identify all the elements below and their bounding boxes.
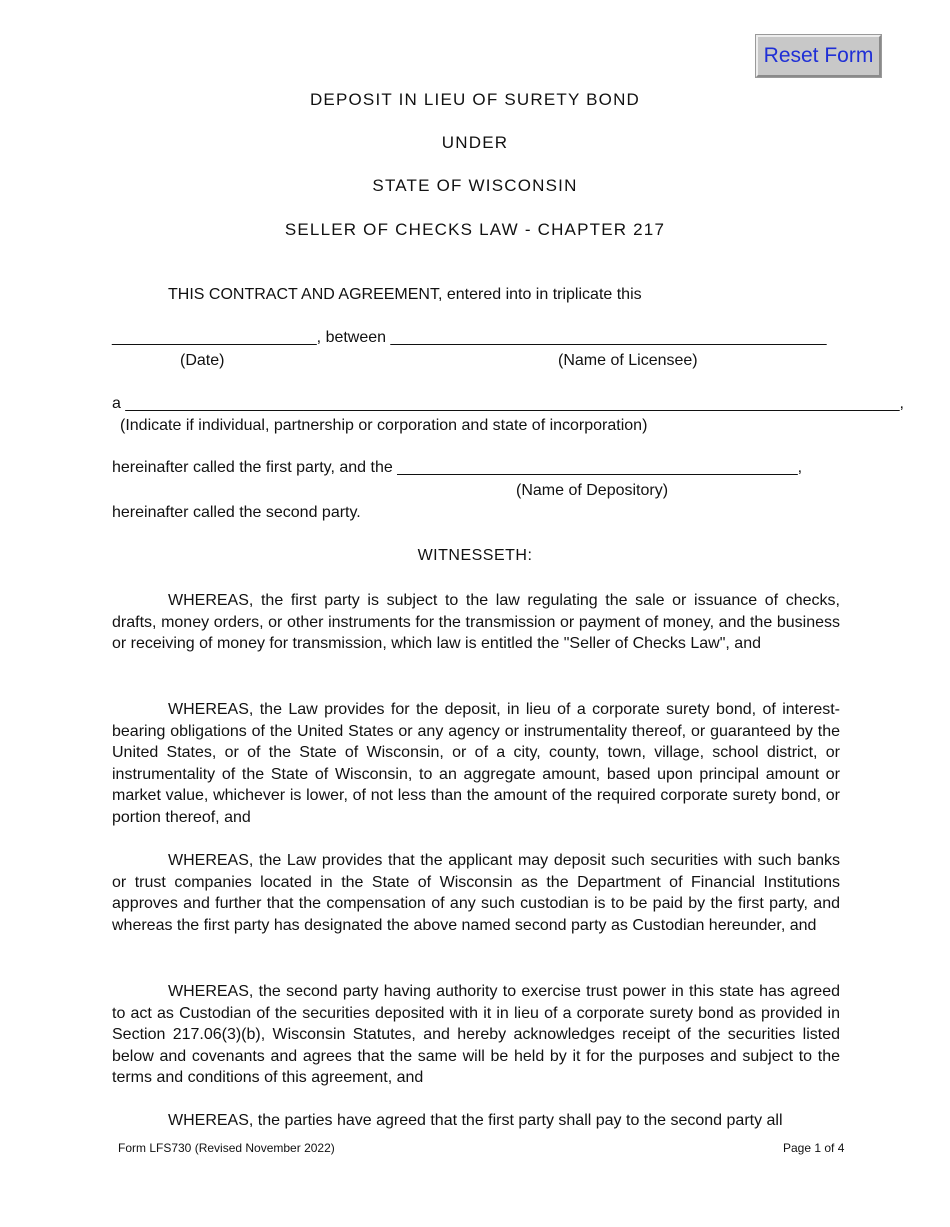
depository-name-field[interactable]: _____________________________________________, — [397, 459, 803, 476]
page-number: Page 1 of 4 — [783, 1141, 845, 1155]
entity-row — [112, 395, 904, 413]
date-caption: (Date) — [180, 352, 225, 369]
doc-subtitle-state: STATE OF WISCONSIN — [372, 176, 578, 195]
a-text: a — [112, 395, 121, 412]
form-id: Form LFS730 (Revised November 2022) — [118, 1141, 335, 1155]
licensee-name-field[interactable]: _________________________________________________ — [390, 329, 827, 346]
depository-caption: (Name of Depository) — [516, 482, 669, 499]
witnesseth-heading: WITNESSETH: — [417, 547, 533, 564]
entity-type-field[interactable]: _______________________________________________________________________________________, — [125, 395, 904, 412]
whereas-paragraph-2: WHEREAS, the Law provides for the deposit, in lieu of a corporate surety bond, of interest-bearing obligations of the United States or any agency or instrumentality thereof, or guaranteed by the United States, or of the State of Wisconsin, or of a city, county, town, village, school district, or instrumentality of the State of Wisconsin, to an aggregate amount, based upon principal amount or market value, whichever is lower, of not less than the amount of the required corporate surety bond, or portion thereof, and — [112, 701, 840, 826]
doc-title: DEPOSIT IN LIEU OF SURETY BOND — [309, 90, 641, 109]
whereas-paragraph-5: WHEREAS, the parties have agreed that the first party shall pay to the second party all — [168, 1112, 783, 1129]
licensee-caption: (Name of Licensee) — [558, 352, 698, 369]
date-licensee-row — [112, 329, 827, 347]
doc-subtitle-law: SELLER OF CHECKS LAW - CHAPTER 217 — [284, 220, 666, 239]
first-party-text: hereinafter called the first party, and the — [112, 459, 393, 476]
reset-form-button[interactable]: Reset Form — [756, 35, 881, 77]
whereas-paragraph-3: WHEREAS, the Law provides that the applicant may deposit such securities with such banks or trust companies located in the State of Wisconsin as the Department of Financial Institutions approves and further that the compensation of any such custodian is to be paid by the first party, and whereas the first party has designated the above named second party as Custodian hereunder, and — [112, 852, 840, 934]
date-field[interactable]: _______________________ — [112, 329, 317, 346]
second-party-text: hereinafter called the second party. — [112, 504, 361, 521]
depository-row — [112, 459, 802, 477]
contract-intro: THIS CONTRACT AND AGREEMENT, entered into in triplicate this — [168, 286, 642, 303]
whereas-paragraph-4: WHEREAS, the second party having authority to exercise trust power in this state has agreed to act as Custodian of the securities deposited with it in lieu of a corporate surety bond as provided in Section 217.06(3)(b), Wisconsin Statutes, and hereby acknowledges receipt of the securities listed below and covenants and agrees that the same will be held by it for the purposes and subject to the terms and conditions of this agreement, and — [112, 983, 840, 1086]
between-text: , between — [316, 329, 387, 346]
entity-caption: (Indicate if individual, partnership or corporation and state of incorporation) — [120, 417, 648, 434]
whereas-paragraph-1: WHEREAS, the first party is subject to the law regulating the sale or issuance of checks, drafts, money orders, or other instruments for the transmission or payment of money, and the business or receiving of money for transmission, which law is entitled the "Seller of Checks Law", and — [112, 592, 840, 652]
doc-subtitle-under: UNDER — [441, 133, 509, 152]
